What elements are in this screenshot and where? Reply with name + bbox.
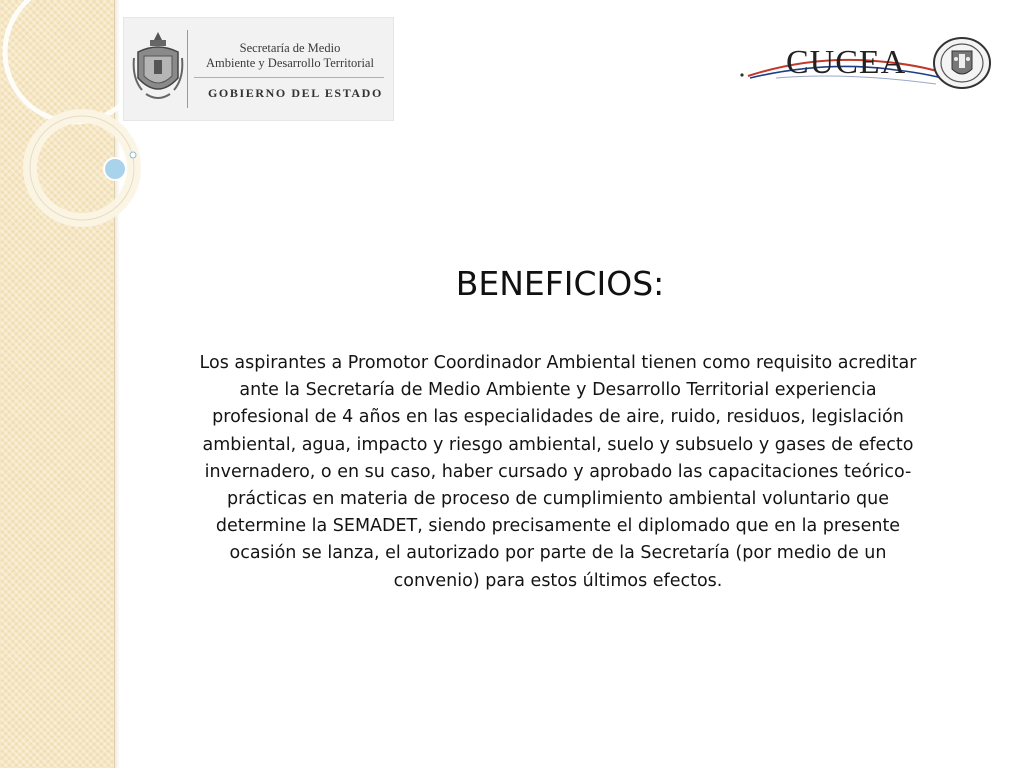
logo-rule xyxy=(194,77,384,78)
university-seal-icon xyxy=(932,35,994,91)
gobierno-label: GOBIERNO DEL ESTADO xyxy=(208,86,383,100)
semadet-logo xyxy=(123,17,394,121)
cucea-wordmark: CUCEA xyxy=(786,44,907,81)
secretaria-line-1: Secretaría de Medio xyxy=(239,41,341,55)
slide-body-paragraph: Los aspirantes a Promotor Coordinador Ambiental tienen como requisito acreditar ante la Secretaría de Medio Ambiente y Desarrollo Territorial experiencia profesional de 4 años en las especialidades de aire, ruido, residuos, legislación ambiental, agua, impacto y riesgo ambiental, suelo y subsuelo y gases de efecto invernadero, o en su caso, haber cursado y aprobado las capacitaciones teórico-prácticas en materia de proceso de cumplimiento ambiental voluntario que determine la SEMADET, siendo precisamente el diplomado que en la presente ocasión se lanza, el autorizado por parte de la Secretaría (por medio de un convenio) para estos últimos efectos. xyxy=(199,353,917,591)
secretaria-line-2: Ambiente y Desarrollo Territorial xyxy=(206,56,374,70)
ornament-dot-large xyxy=(104,158,126,180)
cucea-logo xyxy=(736,32,998,94)
slide-title: BENEFICIOS: xyxy=(455,264,665,303)
logo-divider xyxy=(187,30,188,108)
ornament-dot-small xyxy=(130,152,136,158)
state-crest-icon xyxy=(132,28,184,110)
